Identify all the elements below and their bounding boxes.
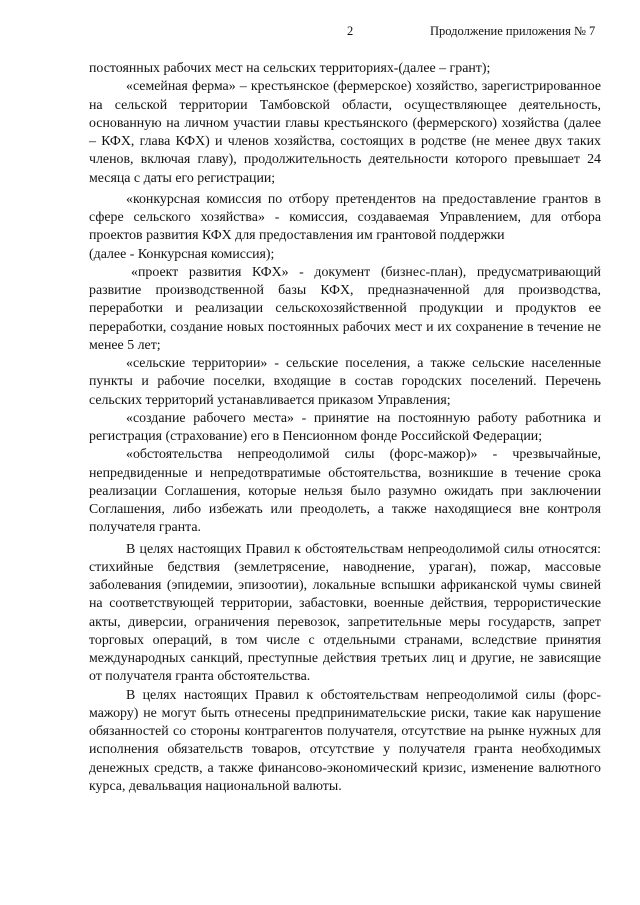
paragraph-force-majeure-excludes: В целях настоящих Правил к обстоятельствам непреодолимой силы (форс-мажору) не могут быть отнесены предпринимательские риски, такие как нарушение обязанностей со стороны контрагентов получателя, отсутствие на рынке нужных для исполнения обязательств товаров, отсутствие у получателя гранта необходимых денежных средств, а также финансово-экономический кризис, изменение валютного курса, девальвация национальной валюты. — [89, 687, 601, 794]
paragraph-development-project: «проект развития КФХ» - документ (бизнес-план), предусматривающий развитие производственной базы КФХ, предназначенной для производства, переработки и реализации сельскохозяйственной продукции и продуктов ее переработки, создание новых постоянных рабочих мест и их сохранение в течение не менее 5 лет; — [89, 264, 601, 353]
paragraph-job-creation: «создание рабочего места» - принятие на постоянную работу работника и регистрация (страхование) его в Пенсионном фонде Российской Федерации; — [89, 410, 601, 444]
paragraph-force-majeure-includes: В целях настоящих Правил к обстоятельствам непреодолимой силы относятся: стихийные бедствия (землетрясение, наводнение, ураган), пожар, массовые заболевания (эпидемии, эпизоотии), локальные вспышки африканской чумы свиней на соответствующей территории, забастовки, военные действия, террористические акты, диверсии, ограничения перевозок, запретительные меры государств, запрет торговых операций, в том числе с отдельными странами, вследствие принятия международных санкций, преступные действия третьих лиц и другие, не зависящие от получателя гранта обстоятельства. — [89, 541, 601, 685]
paragraph-force-majeure-definition: «обстоятельства непреодолимой силы (форс-мажор)» - чрезвычайные, непредвиденные и непредотвратимые обстоятельства, возникшие в течение срока реализации Соглашения, которые нельзя было разумно ожидать при заключении Соглашения, либо избежать или преодолеть, а также находящиеся вне контроля получателя гранта. — [89, 447, 601, 536]
appendix-continuation-label: Продолжение приложения № 7 — [430, 24, 596, 38]
document-body — [89, 60, 601, 796]
paragraph-family-farm: «семейная ферма» – крестьянское (фермерское) хозяйство, зарегистрированное на сельской территории Тамбовской области, осуществляющее деятельность, основанную на личном участии главы крестьянского (фермерского) хозяйства (далее – КФХ, глава КФХ) и членов хозяйства, состоящих в родстве (не менее двух таких членов, включая главу), продолжительность деятельности которого превышает 24 месяца с даты его регистрации; — [89, 79, 601, 186]
paragraph-commission-abbreviation: (далее - Конкурсная комиссия); — [89, 246, 275, 262]
paragraph-grant-definition-end: постоянных рабочих мест на сельских территориях-(далее – грант); — [89, 61, 491, 76]
page-header — [0, 24, 640, 44]
page-number: 2 — [347, 24, 354, 38]
paragraph-rural-territories: «сельские территории» - сельские поселения, а также сельские населенные пункты и рабочие поселки, входящие в состав городских поселений. Перечень сельских территорий устанавливается приказом Управления; — [89, 356, 601, 408]
paragraph-competition-commission: «конкурсная комиссия по отбору претендентов на предоставление грантов в сфере сельского хозяйства» - комиссия, создаваемая Управлением, для отбора проектов развития КФХ для предоставления им грантовой поддержки — [89, 191, 601, 244]
